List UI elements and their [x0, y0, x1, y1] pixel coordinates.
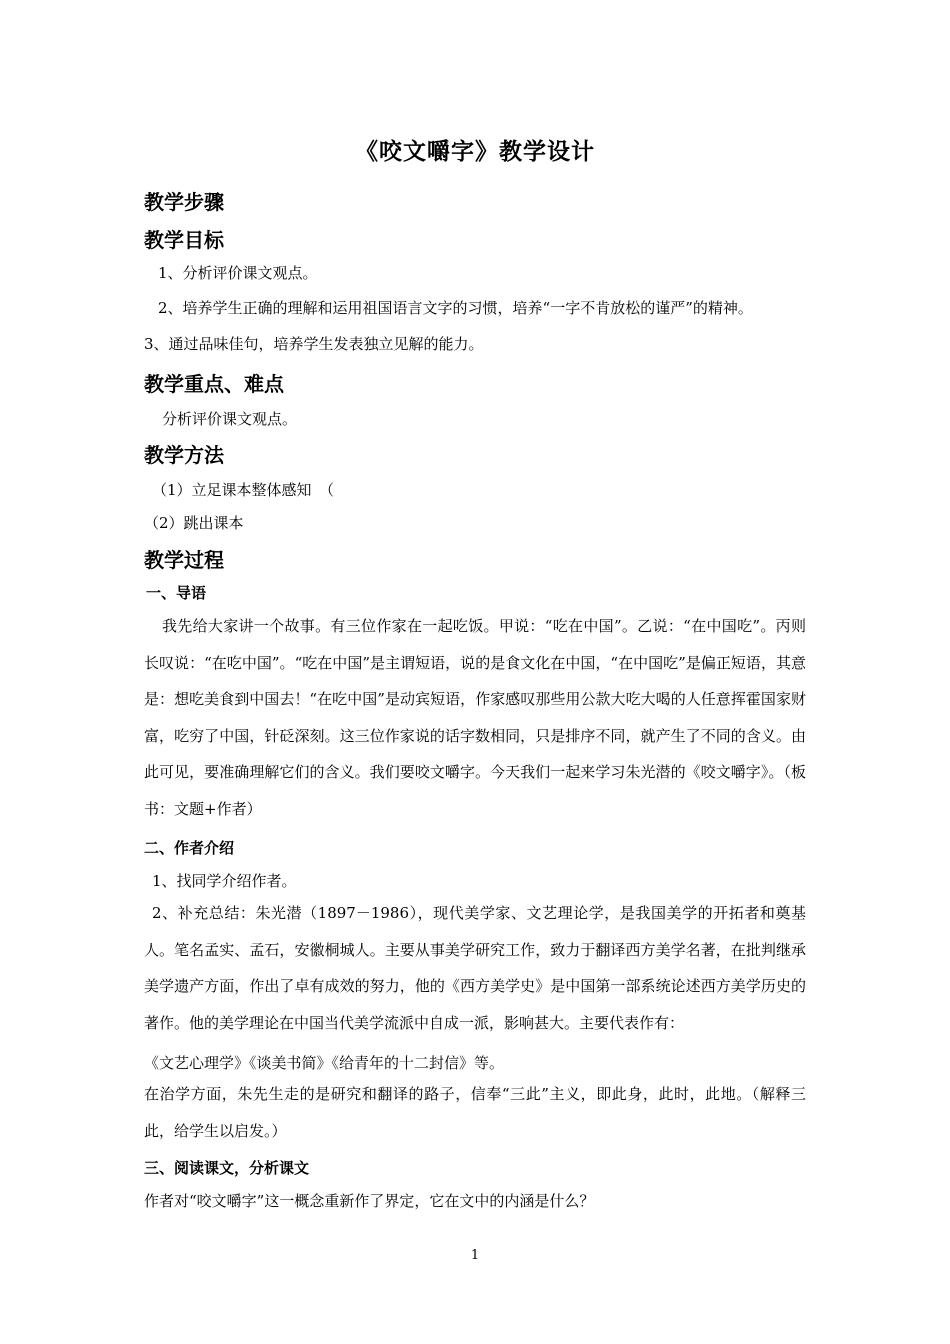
- section-read-text: 作者对“咬文嚼字”这一概念重新作了界定，它在文中的内涵是什么？: [144, 1192, 595, 1210]
- author-item-3: 在治学方面，朱先生走的是研究和翻译的路子，信奉“三此”主义，即此身，此时，此地。（解释三此，给学生以启发。）: [144, 1085, 806, 1140]
- key-points-text: 分析评价课文观点。: [162, 410, 298, 428]
- section-intro-text: 我先给大家讲一个故事。有三位作家在一起吃饭。甲说：“吃在中国”。乙说：“在中国吃”。丙则长叹说：“在吃中国”。“吃在中国”是主谓短语，说的是食文化在中国，“在中国吃”是偏正短语，其意是：想吃美食到中国去！“在吃中国”是动宾短语，作家感叹那些用公款大吃大喝的人任意挥霍国家财富，吃穷了中国，针砭深刻。这三位作家说的话字数相同，只是排序不同，就产生了不同的含义。由此可见，要准确理解它们的含义。我们要咬文嚼字。今天我们一起来学习朱光潜的《咬文嚼字》。（板书：文题+作者）: [144, 617, 806, 818]
- heading-key-points: 教学重点、难点: [144, 372, 284, 396]
- document-title: 《咬文嚼字》教学设计: [355, 139, 595, 165]
- heading-process: 教学过程: [144, 548, 224, 572]
- goal-3: 3、通过品味佳句，培养学生发表独立见解的能力。: [144, 335, 484, 353]
- method-1: （1）立足课本整体感知 （: [152, 481, 335, 499]
- section-intro-title: 一、导语: [146, 584, 207, 602]
- goal-2: 2、培养学生正确的理解和运用祖国语言文字的习惯，培养“一字不肯放松的谨严”的精神。: [158, 299, 753, 317]
- heading-steps: 教学步骤: [144, 190, 224, 214]
- method-2: （2）跳出课本: [144, 514, 244, 532]
- author-item-2: 2、补充总结：朱光潜（1897－1986），现代美学家、文艺理论学，是我国美学的开拓者和奠基人。笔名孟实、孟石，安徽桐城人。主要从事美学研究工作，致力于翻译西方美学名著，在批判继承美学遗产方面，作出了卓有成效的努力，他的《西方美学史》是中国第一部系统论述西方美学历史的著作。他的美学理论在中国当代美学流派中自成一派，影响甚大。主要代表作有：: [144, 904, 806, 1032]
- goal-1: 1、分析评价课文观点。: [158, 264, 318, 282]
- author-item-1: 1、找同学介绍作者。: [152, 872, 297, 890]
- heading-goals: 教学目标: [144, 228, 224, 252]
- section-author-title: 二、作者介绍: [144, 839, 235, 857]
- section-read-title: 三、阅读课文，分析课文: [144, 1159, 310, 1177]
- heading-method: 教学方法: [144, 443, 224, 467]
- author-works: 《文艺心理学》《谈美书简》《给青年的十二封信》等。: [144, 1054, 505, 1072]
- page-number: 1: [470, 1248, 480, 1263]
